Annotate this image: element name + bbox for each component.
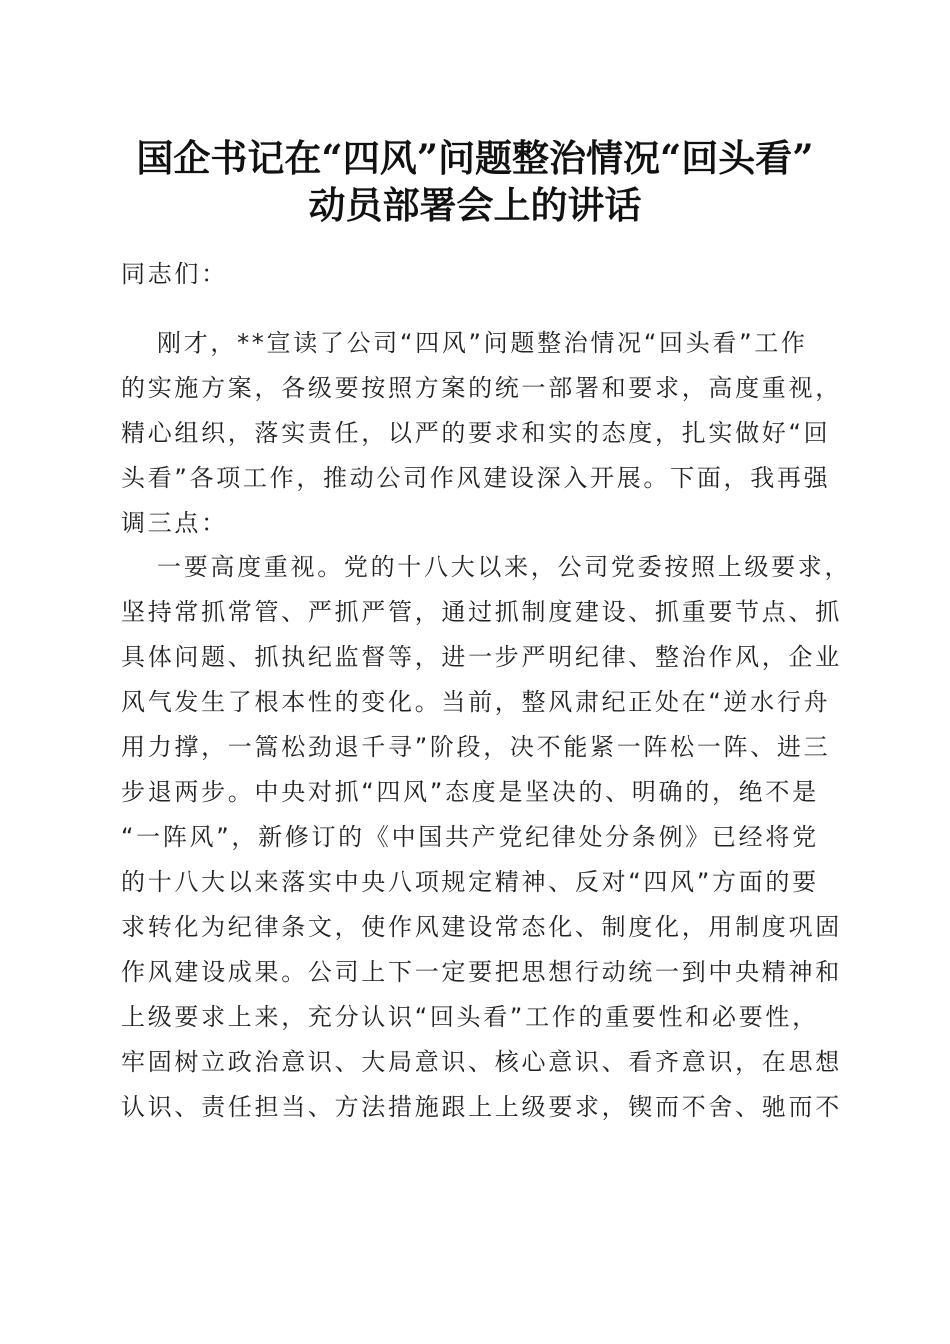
body-line: 求转化为纪律条文，使作风建设常态化、制度化，用制度巩固 (121, 913, 842, 941)
body-line: 作风建设成果。公司上下一定要把思想行动统一到中央精神和 (121, 958, 842, 986)
body-line: 步退两步。中央对抓“四风”态度是坚决的、明确的，绝不是 (121, 778, 819, 806)
salutation: 同志们： (121, 260, 228, 288)
body-line: “一阵风”，新修订的《中国共产党纪律处分条例》已经将党 (121, 823, 819, 851)
body-line: 一要高度重视。党的十八大以来，公司党委按照上级要求， (157, 553, 852, 581)
body-line: 风气发生了根本性的变化。当前，整风肃纪正处在“逆水行舟 (121, 688, 831, 716)
body-line: 牢固树立政治意识、大局意识、核心意识、看齐意识，在思想 (121, 1048, 842, 1076)
document-title-line-1: 国企书记在“四风”问题整治情况“回头看” (136, 136, 814, 180)
body-line: 用力撑，一篙松劲退千寻”阶段，决不能紧一阵松一阵、进三 (121, 733, 831, 761)
body-line: 上级要求上来，充分认识“回头看”工作的重要性和必要性， (121, 1003, 819, 1031)
body-line: 认识、责任担当、方法措施跟上上级要求，锲而不舍、驰而不 (121, 1093, 842, 1121)
body-line: 调三点： (121, 509, 228, 537)
document-title-line-2: 动员部署会上的讲话 (308, 183, 642, 227)
body-line: 刚才，**宣读了公司“四风”问题整治情况“回头看”工作 (157, 329, 808, 357)
body-line: 具体问题、抓执纪监督等，进一步严明纪律、整治作风，企业 (121, 643, 842, 671)
body-line: 的十八大以来落实中央八项规定精神、反对“四风”方面的要 (121, 868, 819, 896)
body-line: 坚持常抓常管、严抓严管，通过抓制度建设、抓重要节点、抓 (121, 598, 842, 626)
body-line: 的实施方案，各级要按照方案的统一部署和要求，高度重视， (121, 374, 842, 402)
body-line: 头看”各项工作，推动公司作风建设深入开展。下面，我再强 (121, 464, 831, 492)
body-line: 精心组织，落实责任，以严的要求和实的态度，扎实做好“回 (121, 419, 831, 447)
